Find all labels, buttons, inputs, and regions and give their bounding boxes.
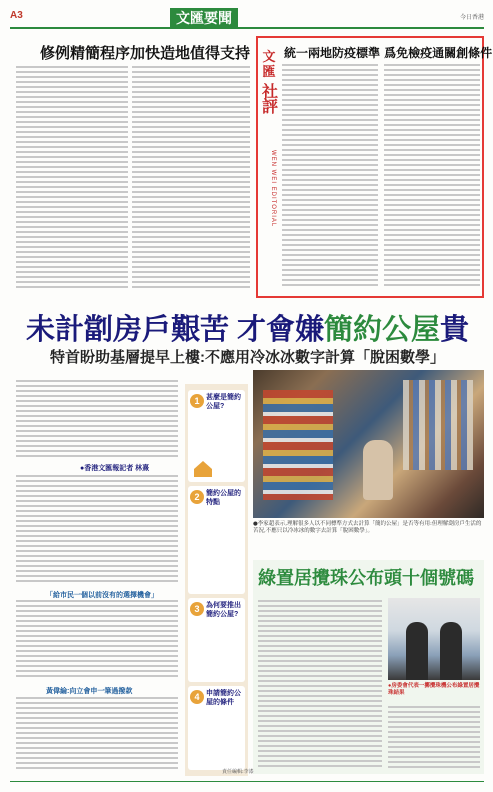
lottery-photo-caption: ●房委會代表一擲攪珠機公布綠置居攪珠結果	[388, 683, 480, 696]
page-number: A3	[10, 10, 23, 21]
main-headline: 未計劏房戶艱苦 才會嫌簡約公屋貴	[25, 314, 470, 346]
infographic-panel	[185, 384, 248, 776]
subhead-2: 黃偉綸:向立會申一筆過撥款	[46, 688, 133, 695]
main-subheadline: 特首盼助基層提早上樓:不應用冷冰冰數字計算「脫困數學」	[50, 349, 445, 366]
info-card-1	[188, 390, 245, 482]
editor-credit: 責任編輯:李漆	[222, 769, 254, 775]
left-article-body	[16, 66, 128, 290]
card-number: 4	[190, 690, 204, 704]
main-article-lede	[16, 380, 178, 460]
left-article-title: 修例精簡程序加快造地值得支持	[40, 44, 251, 62]
page-header	[10, 6, 484, 28]
header-rule	[10, 27, 484, 29]
header-meta: 今日香港	[459, 15, 484, 21]
editorial-body-2	[384, 64, 480, 292]
main-article-body-3	[16, 697, 178, 775]
green-box-headline: 綠置居攪珠公布頭十個號碼	[258, 568, 474, 588]
lottery-photo	[388, 598, 480, 680]
card-number: 1	[190, 394, 204, 408]
section-title: 文匯要聞	[170, 8, 238, 28]
editorial-title: 統一兩地防疫標準 爲免檢疫通關創條件	[284, 46, 493, 60]
card-number: 2	[190, 490, 204, 504]
left-article-body-2	[132, 66, 250, 290]
photo-caption: ●李家超表示,理解很多人以不同標準方式去計算「簡約公屋」是否等有用:但理解劏房戶生活的苦況,不應只以冷冰冰的數字去計算「脫困數學」。	[253, 521, 482, 534]
card-heading: 甚麼是簡約公屋?	[206, 394, 241, 410]
green-box-body-2	[388, 706, 480, 770]
editorial-subtitle: WEN WEI EDITORIAL	[270, 150, 276, 228]
byline: ●香港文匯報記者 林熹	[80, 465, 150, 472]
card-heading: 申請簡約公屋的條件	[206, 690, 241, 706]
main-article-body-2	[16, 600, 178, 680]
editorial-body-1	[282, 64, 378, 292]
card-number: 3	[190, 602, 204, 616]
footer-rule	[10, 781, 484, 782]
info-card-3	[188, 598, 245, 682]
subdivided-flat-photo	[253, 370, 484, 518]
info-card-2	[188, 486, 245, 594]
green-box-body	[258, 600, 382, 770]
editorial-logo: 文 匯 社 評	[262, 50, 279, 116]
card-heading: 簡約公屋的特點	[206, 490, 241, 506]
info-card-4	[188, 686, 245, 770]
house-icon	[192, 460, 214, 478]
main-article-body-1	[16, 475, 178, 585]
card-heading: 為何要推出簡約公屋?	[206, 602, 241, 618]
subhead-1: 「給市民一個以前沒有的選擇機會」	[46, 592, 158, 599]
